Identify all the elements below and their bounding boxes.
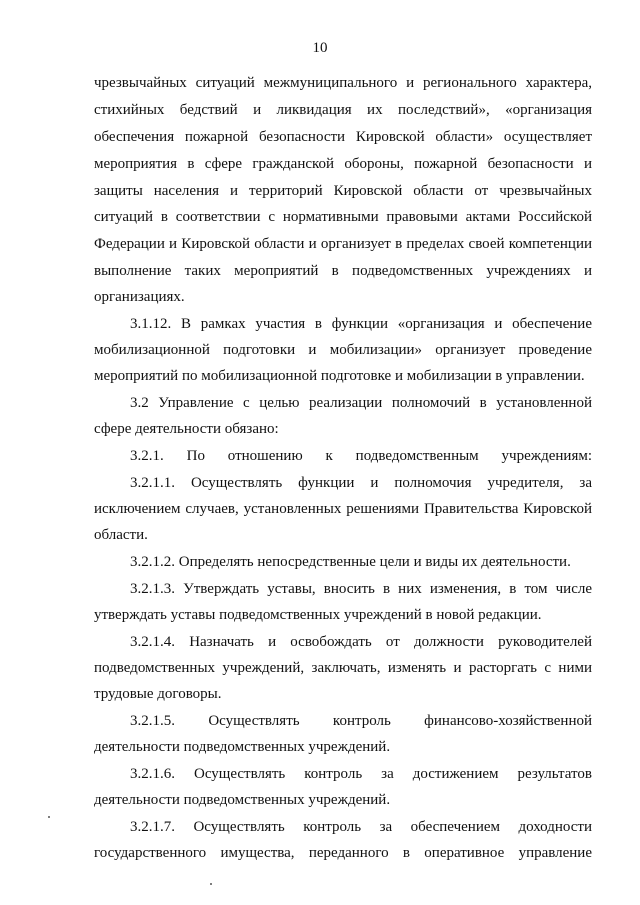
text-line: обеспечения пожарной безопасности Кировской области» осуществляет [94,129,592,145]
paragraph-first-line: 3.2.1. По отношению к подведомственным учреждениям: [130,448,592,464]
page-number: 10 [312,40,328,56]
text-line: организациях. [94,289,185,305]
text-line: подведомственных учреждений, заключать, изменять и расторгать с ними [94,660,592,676]
text-line: выполнение таких мероприятий в подведомственных учреждениях и [94,263,592,279]
paragraph-first-line: 3.2.1.3. Утверждать уставы, вносить в них изменения, в том числе [130,581,592,597]
text-line: области. [94,527,148,543]
text-line: мобилизационной подготовки и мобилизации» организует проведение [94,342,592,358]
paragraph-first-line: 3.2.1.4. Назначать и освобождать от должности руководителей [130,634,592,650]
text-line: мероприятия в сфере гражданской обороны, пожарной безопасности и [94,156,592,172]
text-line: чрезвычайных ситуаций межмуниципального и регионального характера, [94,75,592,91]
text-line: защиты населения и территорий Кировской области от чрезвычайных [94,183,592,199]
paragraph-first-line: 3.2.1.6. Осуществлять контроль за достижением результатов [130,766,592,782]
text-line: Федерации и Кировской области и организует в пределах своей компетенции [94,236,592,252]
paragraph-first-line: 3.2.1.7. Осуществлять контроль за обеспечением доходности [130,819,592,835]
text-line: стихийных бедствий и ликвидация их последствий», «организация [94,102,592,118]
text-line: мероприятий по мобилизационной подготовке и мобилизации в управлении. [94,368,585,384]
scan-speck [210,883,212,885]
paragraph-first-line: 3.1.12. В рамках участия в функции «организация и обеспечение [130,316,592,332]
scan-speck [48,816,50,818]
text-line: исключением случаев, установленных решениями Правительства Кировской [94,501,592,517]
text-line: государственного имущества, переданного в оперативное управление [94,845,592,861]
text-line: ситуаций в соответствии с нормативными правовыми актами Российской [94,209,592,225]
text-line: деятельности подведомственных учреждений. [94,739,391,755]
text-line: утверждать уставы подведомственных учреждений в новой редакции. [94,607,542,623]
text-line: трудовые договоры. [94,686,222,702]
text-line: деятельности подведомственных учреждений. [94,792,391,808]
paragraph-first-line: 3.2.1.1. Осуществлять функции и полномочия учредителя, за [130,475,592,491]
paragraph-first-line: 3.2 Управление с целью реализации полномочий в установленной [130,395,592,411]
text-line: сфере деятельности обязано: [94,421,279,437]
paragraph-first-line: 3.2.1.2. Определять непосредственные цели и виды их деятельности. [130,554,571,570]
paragraph-first-line: 3.2.1.5. Осуществлять контроль финансово-хозяйственной [130,713,592,729]
